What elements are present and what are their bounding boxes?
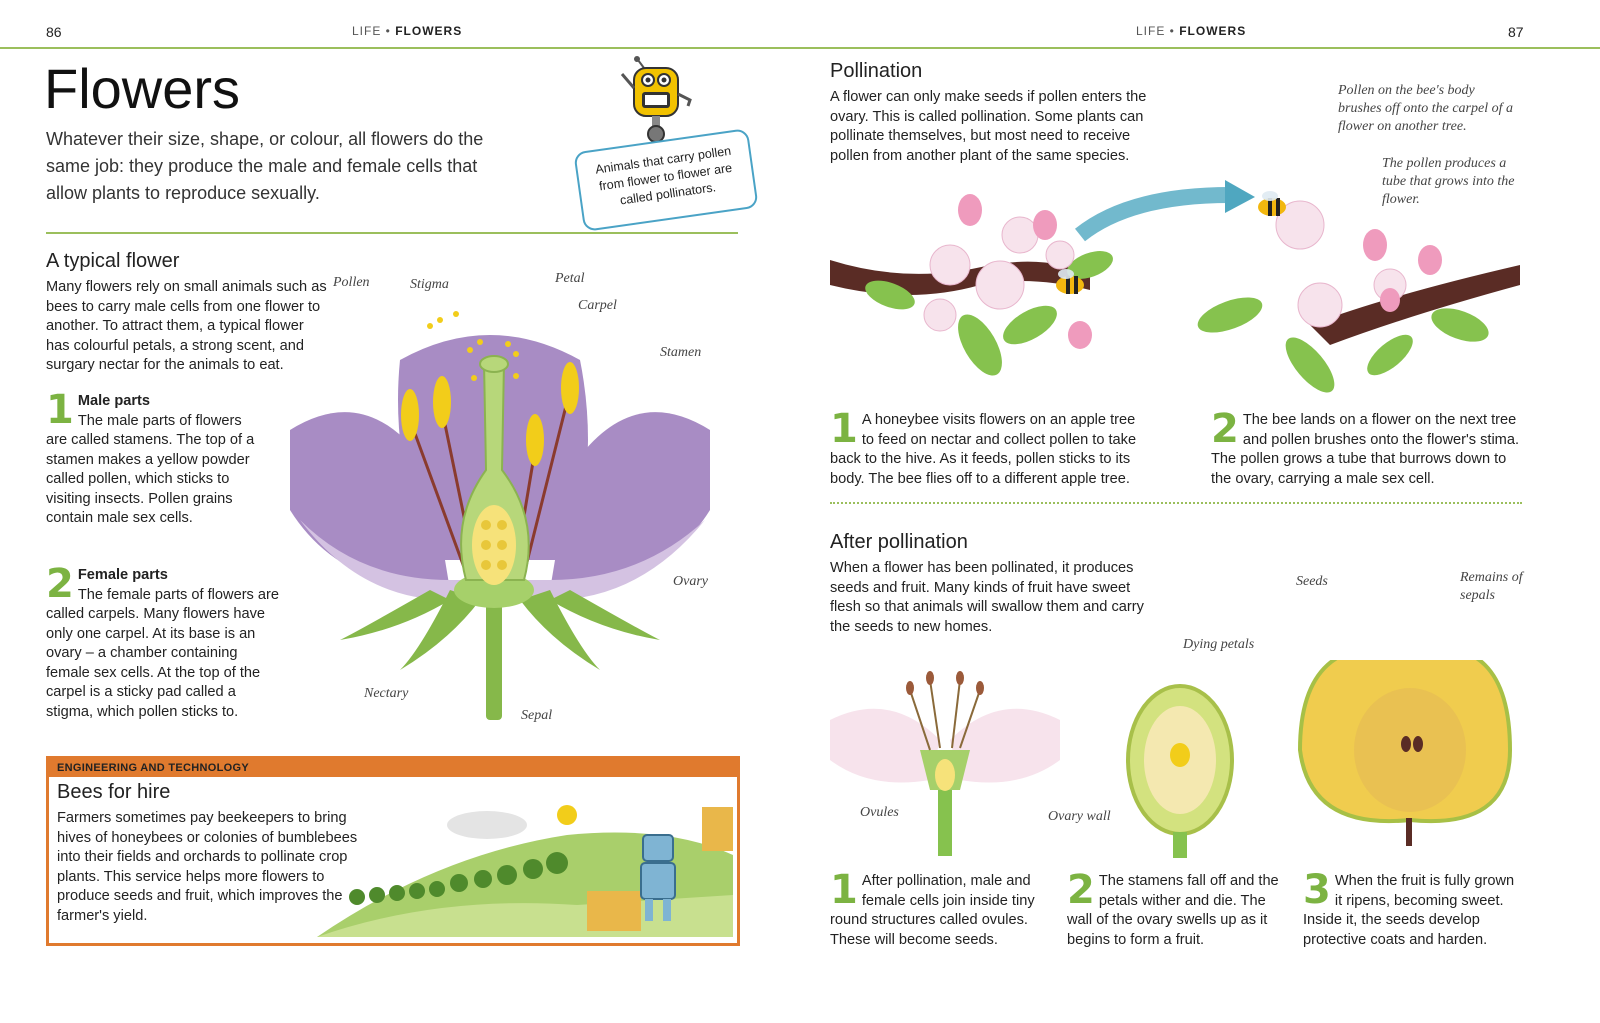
anther-1	[401, 389, 419, 441]
label-stamen: Stamen	[660, 345, 702, 360]
female-parts-text: The female parts of flowers are called carpels. Many flowers have only one carpel. At its base is an ovary – a chamber containing female sex cells. At the top of the carpel is a sticky pad called a stigma, which pollen sticks to.	[46, 586, 279, 720]
female-parts-block	[46, 561, 280, 722]
stage2-ovary	[1128, 686, 1232, 858]
anther-2	[433, 376, 451, 428]
after-step-2-number: 2	[1067, 867, 1095, 913]
anther-4	[561, 362, 579, 414]
female-parts-number: 2	[46, 561, 74, 607]
page-number-left: 86	[46, 24, 62, 40]
after-step-1	[830, 867, 1036, 950]
apple-blossom-illustration	[830, 175, 1530, 405]
header-topic-left: FLOWERS	[395, 24, 463, 38]
page-title: Flowers	[44, 57, 241, 120]
pollination-step-1-number: 1	[830, 406, 858, 452]
speech-bubble	[573, 128, 758, 232]
typical-flower-heading: A typical flower	[46, 250, 180, 272]
pollination-step-2-number: 2	[1211, 406, 1239, 452]
intro-divider	[46, 232, 738, 234]
after-step-1-number: 1	[830, 867, 858, 913]
label-pollen-tube: The pollen produces a tube that grows into the flower.	[1382, 156, 1515, 207]
after-pollination-text: When a flower has been pollinated, it produces seeds and fruit. Many kinds of fruit have sweet flesh so that animals will swallow them and carry the seeds to new homes.	[830, 560, 1144, 635]
hive-box	[587, 891, 641, 931]
label-ovary: Ovary	[673, 574, 708, 589]
header-rule	[0, 47, 1600, 49]
pollination-step-2	[1211, 406, 1529, 489]
section-divider	[830, 502, 1522, 504]
label-carpel: Carpel	[578, 298, 617, 313]
box-text: Farmers sometimes pay beekeepers to bring hives of honeybees or colonies of bumblebees into their fields and orchards to pollinate crop plants. This service helps more flowers to produce seeds and fruit, which improves the farmer's yield.	[57, 810, 358, 924]
bees-for-hire-box	[46, 756, 740, 946]
label-remains-of-sepals: Remains of sepals	[1460, 570, 1523, 603]
pollination-text: A flower can only make seeds if pollen enters the ovary. This is called pollination. Some plants can pollinate themselves, but most need to receive pollen from another plant of the same species.	[830, 89, 1147, 164]
after-step-1-text: After pollination, male and female cells join inside tiny round structures called ovules. These will become seeds.	[830, 873, 1035, 948]
hive-stack	[702, 807, 733, 851]
stigma	[480, 356, 508, 372]
pollination-heading: Pollination	[830, 60, 923, 82]
after-step-3-text: When the fruit is fully grown it ripens, becoming sweet. Inside it, the seeds develop protective coats and harden.	[1303, 873, 1515, 948]
flight-arrowhead	[1225, 180, 1255, 213]
ovary	[472, 505, 516, 585]
orchard-illustration	[317, 795, 733, 937]
after-step-2-text: The stamens fall off and the petals wither and die. The wall of the ovary swells up as it begins to form a fruit.	[1067, 873, 1279, 948]
stage3-apple	[1300, 660, 1510, 846]
running-header-left: LIFE • FLOWERS	[352, 24, 463, 38]
speech-bubble-text: Animals that carry pollen from flower to flower are called pollinators.	[594, 143, 733, 208]
label-dying-petals: Dying petals	[1183, 637, 1255, 652]
intro-text: Whatever their size, shape, or colour, all flowers do the same job: they produce the male and female cells that allow plants to reproduce sexually.	[46, 129, 484, 203]
box-heading: Bees for hire	[57, 781, 171, 803]
robot-head-icon	[643, 835, 673, 861]
pollination-step-1	[830, 406, 1140, 489]
running-header-right: LIFE • FLOWERS	[1136, 24, 1247, 38]
female-parts-title: Female parts	[77, 567, 168, 583]
label-stigma: Stigma	[410, 277, 449, 292]
bee-icon-2	[1258, 191, 1286, 216]
label-seeds: Seeds	[1296, 574, 1328, 589]
label-petal: Petal	[555, 271, 585, 286]
flower-diagram	[280, 300, 720, 730]
pollination-step-1-text: A honeybee visits flowers on an apple tree to feed on nectar and collect pollen to take back to the hive. As it feeds, pollen sticks to its body. The bee flies off to a different apple tree.	[830, 412, 1137, 487]
label-pollen: Pollen	[333, 275, 370, 290]
fruit-development-illustration	[830, 660, 1530, 860]
after-step-3	[1303, 867, 1525, 950]
sun-icon	[557, 805, 577, 825]
pollination-step-2-text: The bee lands on a flower on the next tree and pollen brushes onto the flower's stima. The pollen grows a tube that burrows down to the ovary, carrying a male sex cell.	[1211, 412, 1520, 487]
stem	[486, 600, 502, 720]
male-parts-number: 1	[46, 387, 74, 433]
leaves-right	[1193, 290, 1493, 400]
label-ovules: Ovules	[860, 805, 899, 820]
robot-icon	[612, 54, 696, 146]
header-section-left: LIFE	[352, 24, 382, 38]
page-number-right: 87	[1508, 24, 1524, 40]
header-topic-right: FLOWERS	[1179, 24, 1247, 38]
label-nectary: Nectary	[364, 686, 409, 701]
after-step-2	[1067, 867, 1281, 950]
label-sepal: Sepal	[521, 708, 553, 723]
typical-flower-text: Many flowers rely on small animals such as bees to carry male cells from one flower to another. To attract them, a typical flower has colourful petals, a strong scent, and surgary nectar for the animals to eat.	[46, 279, 327, 373]
label-pollen-on-body: Pollen on the bee's body brushes off onto the carpel of a flower on another tree.	[1338, 83, 1513, 134]
after-pollination-heading: After pollination	[830, 531, 968, 553]
male-parts-text: The male parts of flowers are called stamens. The top of a stamen makes a yellow powder called pollen, which sticks to visiting insects. Pollen grains contain male sex cells.	[46, 412, 255, 526]
male-parts-block	[46, 387, 266, 529]
after-step-3-number: 3	[1303, 867, 1331, 913]
header-section-right: LIFE	[1136, 24, 1166, 38]
male-parts-title: Male parts	[77, 393, 151, 409]
stage1-flower	[830, 671, 1060, 856]
box-tag: ENGINEERING AND TECHNOLOGY	[49, 759, 737, 777]
flight-arrow	[1080, 195, 1230, 235]
label-ovary-wall: Ovary wall	[1048, 809, 1111, 824]
anther-3	[526, 414, 544, 466]
